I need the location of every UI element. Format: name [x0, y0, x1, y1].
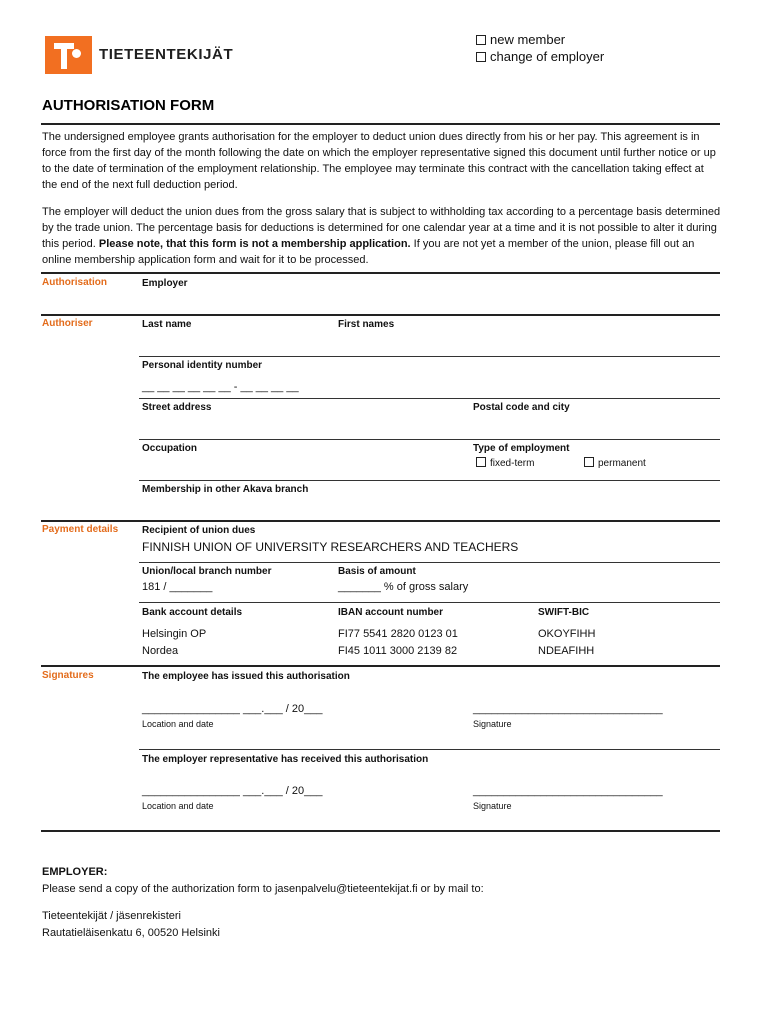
address-line: Rautatieläisenkatu 6, 00520 Helsinki [42, 927, 220, 939]
branch-number-field[interactable]: 181 / _______ [142, 581, 213, 593]
row-divider [139, 356, 720, 357]
membership-note: Please note, that this form is not a membership application. [98, 238, 411, 250]
new-member-label: new member [490, 32, 566, 47]
basis-amount-label: Basis of amount [338, 566, 416, 577]
row-divider [139, 562, 720, 563]
checkbox-icon[interactable] [476, 457, 486, 467]
location-date-caption: Location and date [142, 719, 214, 729]
swift-value: NDEAFIHH [538, 645, 595, 657]
employer-received-heading: The employer representative has received this authorisation [142, 754, 429, 765]
recipient-value: FINNISH UNION OF UNIVERSITY RESEARCHERS AND TEACHERS [142, 540, 519, 554]
employee-date-field[interactable]: ________________ ___.___ / 20___ [142, 703, 323, 715]
postal-code-field[interactable]: Postal code and city [473, 402, 570, 413]
iban-value: FI45 1011 3000 2139 82 [338, 645, 458, 657]
intro-paragraph: The undersigned employee grants authorisation for the employer to deduct union dues directly from his or her pay. This agreement is in force from the first day of the month following the date on which the employer representative signed this document until further notice or up to the date of termination of the employment relationship. The employee may terminate this contract with the cancellation taking effect at the end of the next full deduction period. [42, 131, 716, 191]
employment-type-label: Type of employment [473, 443, 570, 454]
swift-value: OKOYFIHH [538, 628, 596, 640]
employer-heading: EMPLOYER: [42, 866, 108, 878]
t-logo-icon [45, 36, 92, 74]
signature-caption: Signature [473, 719, 512, 729]
new-member-option[interactable] [476, 32, 565, 47]
last-name-field[interactable]: Last name [142, 319, 192, 330]
section-divider [41, 520, 720, 522]
section-divider [41, 665, 720, 667]
deduction-paragraph [42, 204, 722, 268]
occupation-field[interactable]: Occupation [142, 443, 198, 454]
fixed-term-label: fixed-term [490, 458, 535, 469]
change-employer-option[interactable] [476, 49, 604, 64]
section-divider [41, 830, 720, 832]
row-divider [139, 749, 720, 750]
form-title: AUTHORISATION FORM [42, 97, 215, 114]
akava-membership-field[interactable]: Membership in other Akava branch [142, 484, 309, 495]
street-address-field[interactable]: Street address [142, 402, 212, 413]
bank-name: Nordea [142, 645, 179, 657]
checkbox-icon[interactable] [476, 52, 486, 62]
address-line: Tieteentekijät / jäsenrekisteri [42, 910, 181, 922]
employee-issued-heading: The employee has issued this authorisation [142, 671, 350, 682]
row-divider [139, 480, 720, 481]
fixed-term-option[interactable] [476, 457, 534, 469]
permanent-option[interactable] [584, 457, 646, 469]
employee-signature-field[interactable]: _______________________________ [473, 703, 663, 715]
checkbox-icon[interactable] [476, 35, 486, 45]
row-divider [139, 439, 720, 440]
title-divider [41, 123, 720, 125]
branch-number-label: Union/local branch number [142, 566, 272, 577]
swift-label: SWIFT-BIC [538, 607, 590, 618]
deduction-text-a: The employer will deduct the union dues from the gross salary that is subject to withholding tax according to a percentage basis determined by the trade union. The percentage basis for deductions is determined for one calendar year at a time and it is not possible to alter it during this period. [42, 206, 721, 250]
employer-field[interactable]: Employer [142, 278, 188, 289]
section-payment: Payment details [42, 524, 119, 535]
row-divider [139, 398, 720, 399]
location-date-caption: Location and date [142, 801, 214, 811]
bank-account-label: Bank account details [142, 607, 243, 618]
send-instructions: Please send a copy of the authorization form to jasenpalvelu@tieteentekijat.fi or by mail to: [42, 883, 484, 895]
pin-field[interactable]: Personal identity number [142, 360, 263, 371]
bank-name: Helsingin OP [142, 628, 207, 640]
section-divider [41, 314, 720, 316]
iban-label: IBAN account number [338, 607, 444, 618]
brand-name: TIETEENTEKIJÄT [99, 46, 234, 63]
deduction-text-b: If you are not yet a member of the union, please fill out an online membership application form and wait for it to be processed. [42, 238, 695, 266]
section-signatures: Signatures [42, 670, 94, 681]
employer-signature-field[interactable]: _______________________________ [473, 785, 663, 797]
section-authorisation: Authorisation [42, 277, 107, 288]
pin-blank[interactable]: __ __ __ __ __ __ - __ __ __ __ [142, 381, 299, 393]
iban-value: FI77 5541 2820 0123 01 [338, 628, 458, 640]
basis-amount-field[interactable]: _______ % of gross salary [338, 581, 469, 593]
checkbox-icon[interactable] [584, 457, 594, 467]
permanent-label: permanent [598, 458, 646, 469]
section-authoriser: Authoriser [42, 318, 93, 329]
employer-date-field[interactable]: ________________ ___.___ / 20___ [142, 785, 323, 797]
first-names-field[interactable]: First names [338, 319, 395, 330]
section-divider [41, 272, 720, 274]
row-divider [139, 602, 720, 603]
change-employer-label: change of employer [490, 49, 605, 64]
recipient-label: Recipient of union dues [142, 525, 256, 536]
signature-caption: Signature [473, 801, 512, 811]
